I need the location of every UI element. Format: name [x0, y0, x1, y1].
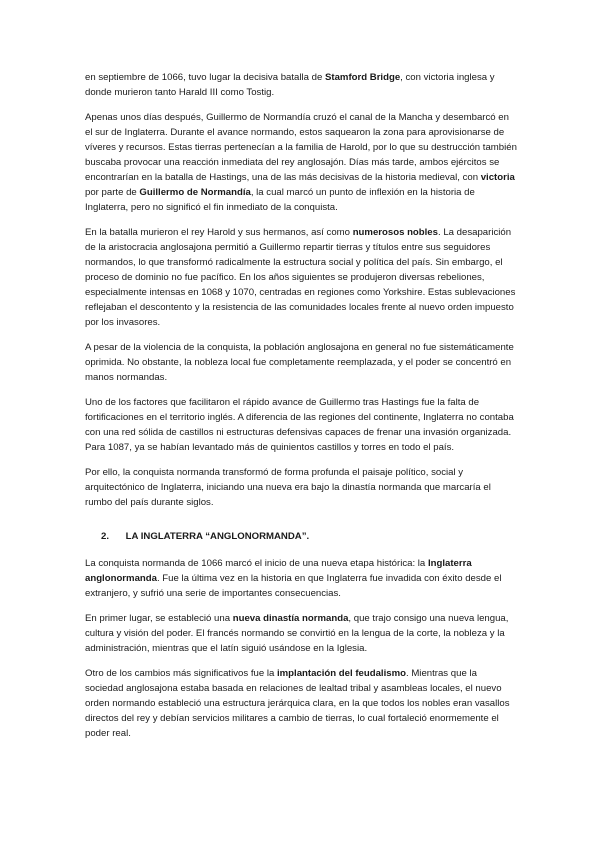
bold-text: victoria: [480, 172, 515, 183]
text-run: , la cual marcó un punto de inflexión en la historia de Inglaterra, pero no significó el fin inmediato de la conquista.: [85, 187, 475, 213]
paragraph: [85, 666, 517, 741]
bold-text: nueva dinastía normanda: [232, 613, 349, 624]
bold-text: implantación del feudalismo: [276, 668, 406, 679]
text-run: A pesar de la violencia de la conquista, la población anglosajona en general no fue sistemáticamente oprimida. No obstante, la nobleza local fue completamente reemplazada, y el poder se concentró en manos normandas.: [85, 342, 514, 383]
paragraph: [85, 340, 517, 385]
document-page: [85, 70, 517, 751]
text-run: . Fue la última vez en la historia en que Inglaterra fue invadida con éxito desde el extranjero, y sufrió una serie de importantes consecuencias.: [85, 573, 502, 599]
text-run: En la batalla murieron el rey Harold y sus hermanos, así como: [85, 227, 353, 238]
text-run: En primer lugar, se estableció una: [85, 613, 233, 624]
paragraph: [85, 556, 517, 601]
paragraph: [85, 395, 517, 455]
paragraph: [85, 465, 517, 510]
text-run: Otro de los cambios más significativos fue la: [85, 668, 277, 679]
section-heading: [101, 530, 517, 544]
paragraph: [85, 225, 517, 330]
section-title: LA INGLATERRA “ANGLONORMANDA”.: [125, 531, 310, 542]
section-1-body: [85, 70, 517, 510]
text-run: , con victoria inglesa y donde murieron tanto Harald III como Tostig.: [85, 72, 495, 98]
text-run: Por ello, la conquista normanda transformó de forma profunda el paisaje político, social y arquitectónico de Inglaterra, iniciando una nueva era bajo la dinastía normanda que marcaría el rumbo del país durante siglos.: [85, 467, 491, 508]
text-run: en septiembre de 1066, tuvo lugar la decisiva batalla de: [85, 72, 325, 83]
bold-text: Guillermo de Normandía: [139, 187, 251, 198]
bold-text: Stamford Bridge: [325, 72, 401, 83]
paragraph: [85, 70, 517, 100]
text-run: La conquista normanda de 1066 marcó el inicio de una nueva etapa histórica: la: [85, 558, 428, 569]
text-run: . Mientras que la sociedad anglosajona estaba basada en relaciones de lealtad tribal y asambleas locales, el nuevo orden normando estableció una estructura jerárquica clara, en la que todos los nobles eran vasallos directos del rey y debían servicios militares a cambio de tierras, lo cual fortaleció enormemente el poder real.: [85, 668, 510, 739]
text-run: por parte de: [85, 187, 140, 198]
bold-text: Inglaterra anglonormanda: [85, 558, 472, 584]
paragraph: [85, 110, 517, 215]
bold-text: numerosos nobles: [352, 227, 438, 238]
text-run: . La desaparición de la aristocracia anglosajona permitió a Guillermo repartir tierras y títulos entre sus seguidores normandos, lo que transformó radicalmente la estructura social y política del país. Sin embargo, el proceso de dominio no fue pacífico. En los años siguientes se produjeron diversas rebeliones, especialmente intensas en 1068 y 1070, centradas en regiones como Yorkshire. Estas sublevaciones reflejaban el descontento y la resistencia de las comunidades locales frente al nuevo orden impuesto por los invasores.: [85, 227, 516, 328]
paragraph: [85, 611, 517, 656]
text-run: Uno de los factores que facilitaron el rápido avance de Guillermo tras Hastings fue la falta de fortificaciones en el territorio inglés. A diferencia de las regiones del continente, Inglaterra no contaba con una red sólida de castillos ni estructuras defensivas capaces de frenar una invasión organizada. Para 1087, ya se habían levantado más de quinientos castillos y torres en todo el país.: [85, 397, 514, 453]
section-2-body: [85, 556, 517, 741]
text-run: , que trajo consigo una nueva lengua, cultura y visión del poder. El francés normando se convirtió en la lengua de la corte, la nobleza y la administración, mientras que el latín siguió usándose en la Iglesia.: [85, 613, 509, 654]
text-run: Apenas unos días después, Guillermo de Normandía cruzó el canal de la Mancha y desembarcó en el sur de Inglaterra. Durante el avance normando, estos saquearon la zona para aprovisionarse de víveres y recursos. Estas tierras pertenecían a la familia de Harold, por lo que su destrucción también buscaba provocar una reacción inmediata del rey anglosajón. Días más tarde, ambos ejércitos se encontrarían en la batalla de Hastings, una de las más decisivas de la historia medieval, con: [85, 112, 517, 183]
section-number: 2.: [101, 531, 110, 542]
